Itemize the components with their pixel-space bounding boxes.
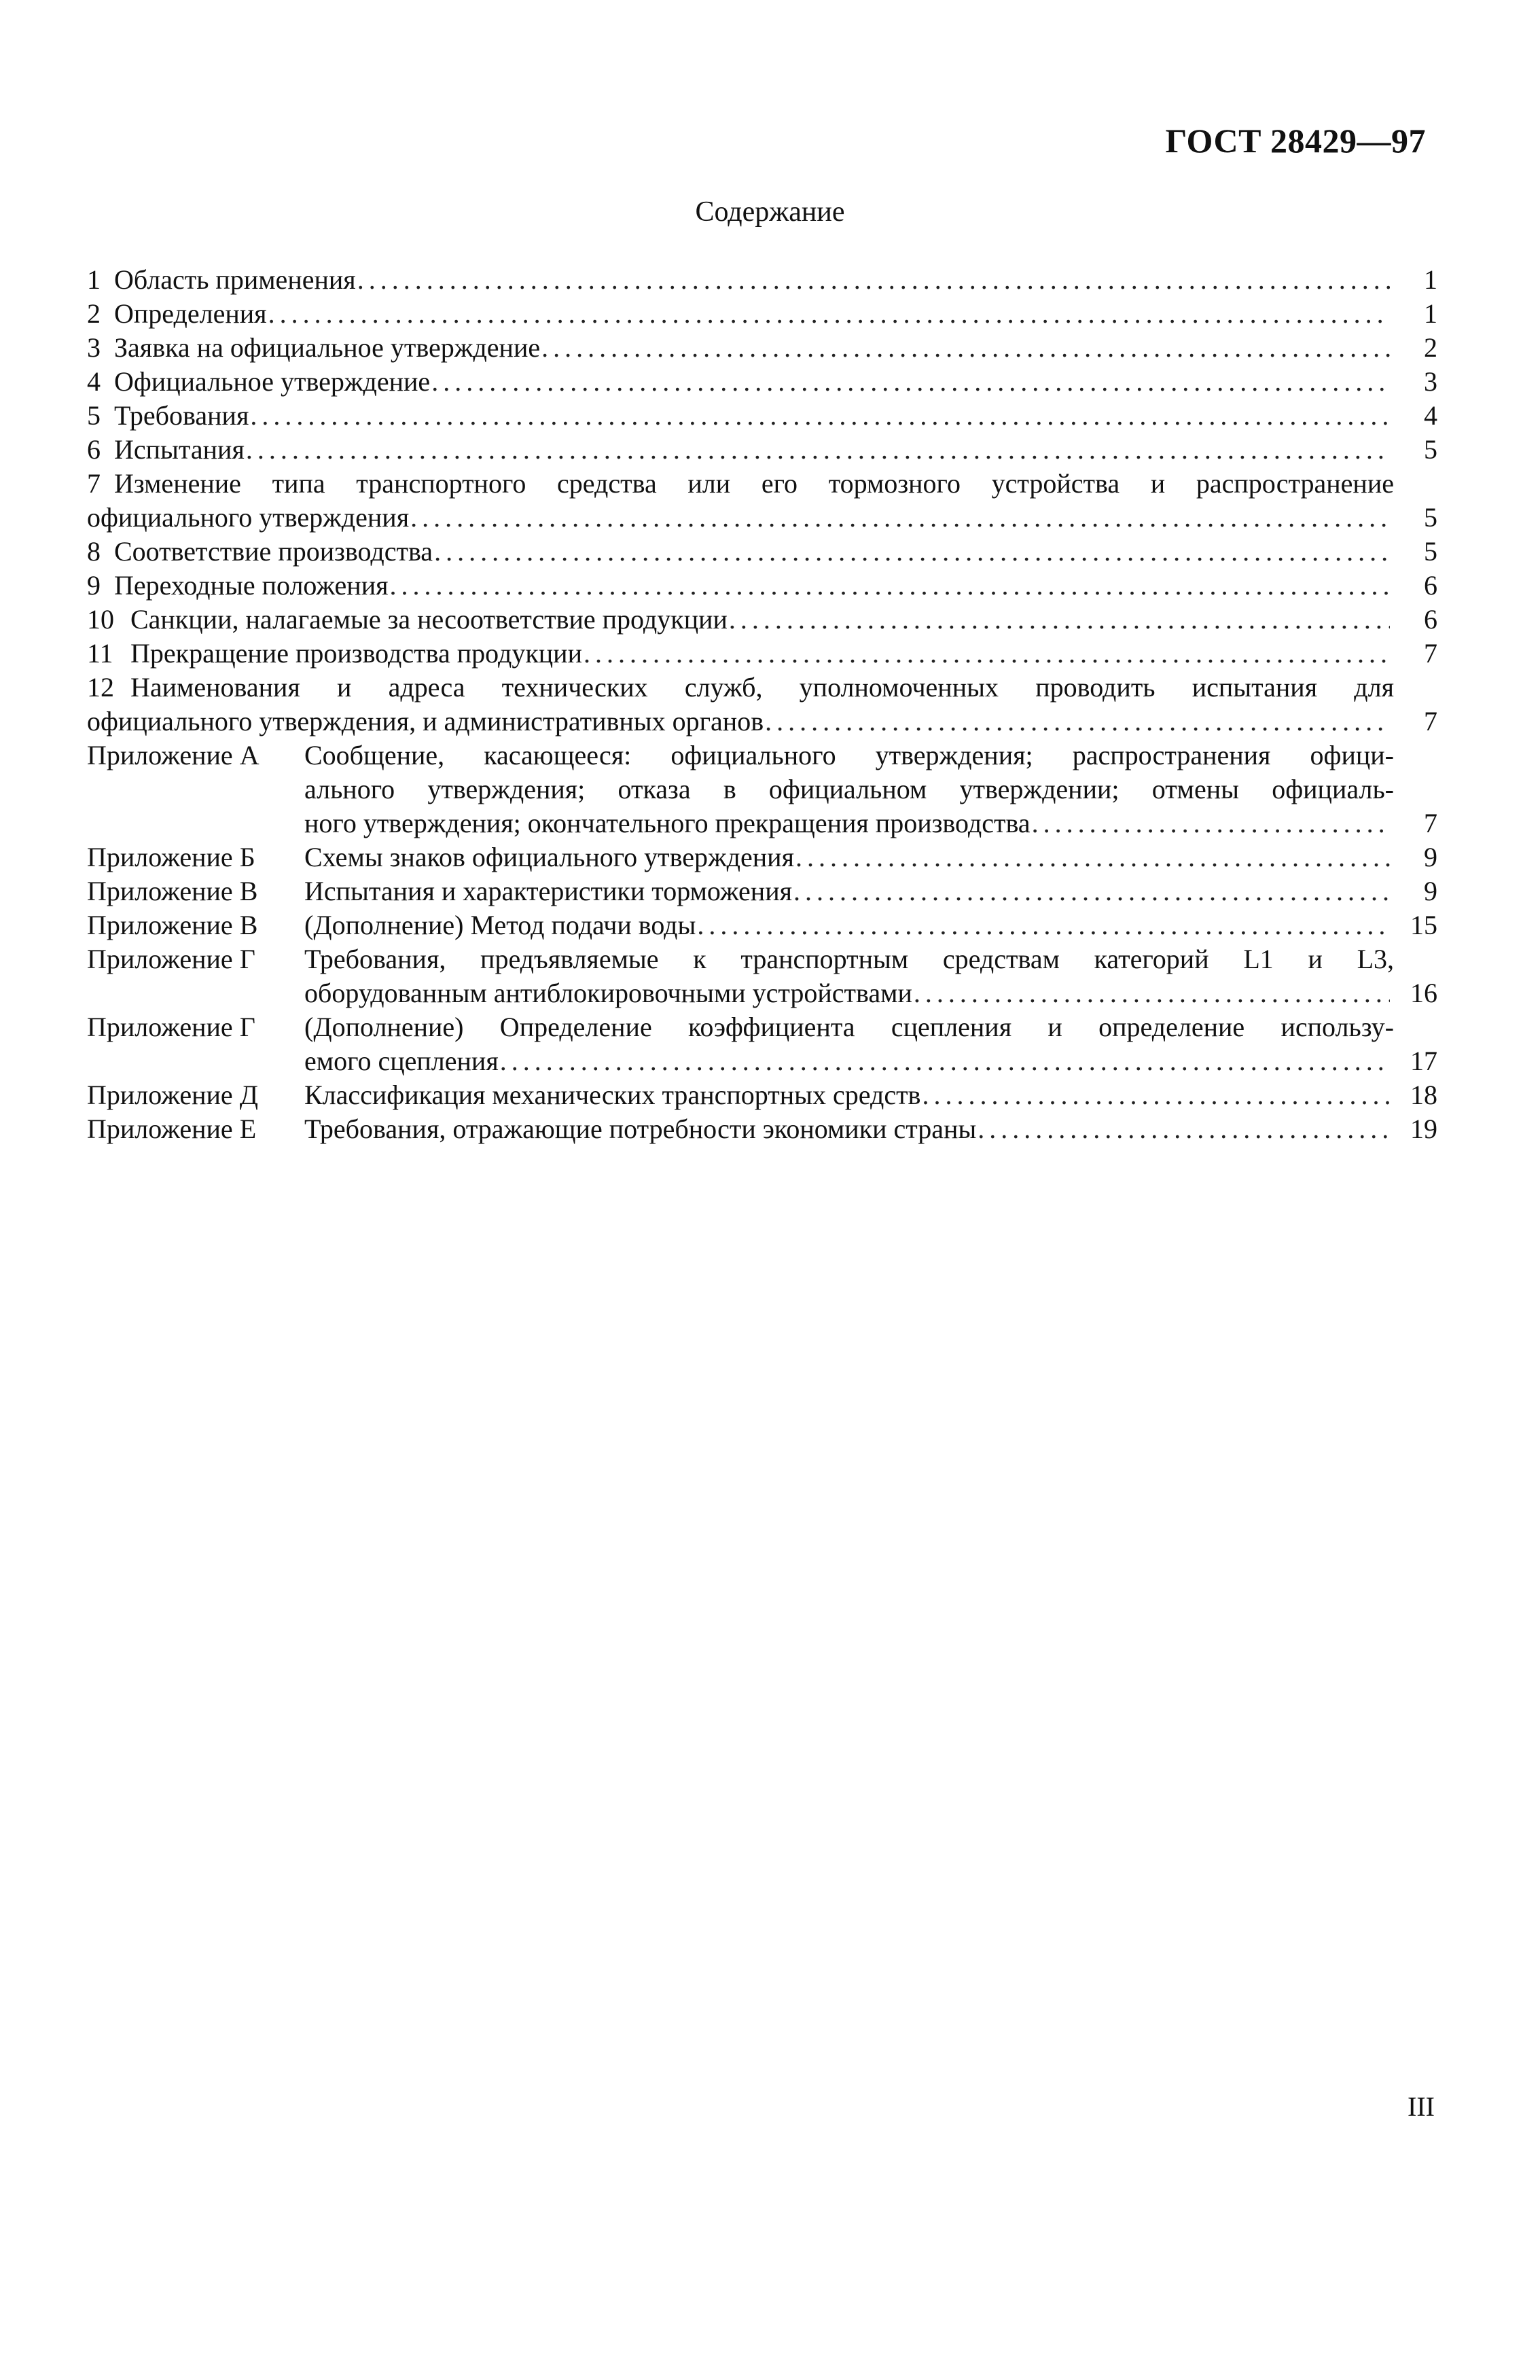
leader-dots: [431, 365, 1390, 399]
leader-dots: [541, 331, 1390, 365]
toc-entry-text: Наименования и адреса технических служб, уполномоченных проводить испытания для: [130, 672, 1394, 703]
toc-page-number: 17: [1410, 1046, 1437, 1076]
toc-section-entry[interactable]: [87, 297, 1437, 331]
leader-dots: [729, 603, 1390, 637]
toc-page-number: 6: [1424, 604, 1437, 635]
toc-section-number: 3: [87, 332, 101, 363]
toc-entry-text: Испытания: [114, 434, 245, 465]
toc-entry-text: Изменение типа транспортного средства или его тормозного устройства и распространение: [114, 468, 1394, 499]
toc-entry-text: официального утверждения, и административных органов: [87, 706, 764, 736]
toc-section-entry[interactable]: [87, 603, 1437, 637]
toc-section-number: 6: [87, 434, 101, 465]
leader-dots: [914, 976, 1390, 1010]
toc-page-number: 18: [1410, 1080, 1437, 1110]
toc-page-number: 1: [1424, 298, 1437, 329]
toc-section-number: 11: [87, 638, 113, 669]
toc-section-entry[interactable]: [87, 365, 1437, 399]
toc-section-entry[interactable]: [87, 399, 1437, 433]
toc-section-entry[interactable]: [87, 671, 1437, 739]
toc-page-number: 19: [1410, 1114, 1437, 1144]
toc-section-number: 1: [87, 264, 101, 295]
toc-entry-text: Требования, отражающие потребности экономики страны: [304, 1114, 977, 1144]
toc-appendix-entry[interactable]: [87, 942, 1437, 1010]
toc-page-number: 5: [1424, 502, 1437, 533]
appendix-label: Приложение Б: [87, 842, 255, 872]
appendix-label: Приложение В: [87, 876, 258, 906]
toc-section-entry[interactable]: [87, 331, 1437, 365]
toc-section-number: 5: [87, 400, 101, 431]
toc-entry-text: (Дополнение) Метод подачи воды: [304, 910, 696, 940]
toc-section-number: 9: [87, 570, 101, 601]
toc-page-number: 7: [1424, 706, 1437, 736]
leader-dots: [246, 433, 1390, 467]
toc-entry-text: Заявка на официальное утверждение: [114, 332, 541, 363]
toc-section-entry[interactable]: [87, 433, 1437, 467]
leader-dots: [434, 535, 1390, 569]
leader-dots: [765, 705, 1390, 739]
leader-dots: [268, 297, 1390, 331]
leader-dots: [500, 1044, 1390, 1078]
toc-section-number: 2: [87, 298, 101, 329]
toc-section-number: 12: [87, 672, 114, 703]
toc-appendix-entry[interactable]: [87, 874, 1437, 908]
appendix-label: Приложение А: [87, 740, 259, 770]
toc-page-number: 3: [1424, 366, 1437, 397]
toc-entry-text: Схемы знаков официального утверждения: [304, 842, 794, 872]
toc-entry-text: ального утверждения; отказа в официальном утверждении; отмены официаль-: [304, 774, 1394, 804]
toc-section-number: 8: [87, 536, 101, 567]
toc-page-number: 2: [1424, 332, 1437, 363]
table-of-contents: [87, 263, 1437, 1146]
toc-page-number: 9: [1424, 842, 1437, 872]
appendix-label: Приложение Е: [87, 1114, 257, 1144]
toc-entry-text: Прекращение производства продукции: [130, 638, 582, 669]
toc-entry-text: Классификация механических транспортных средств: [304, 1080, 921, 1110]
leader-dots: [357, 263, 1390, 297]
toc-page-number: 1: [1424, 264, 1437, 295]
toc-section-number: 7: [87, 468, 101, 499]
toc-appendix-entry[interactable]: [87, 1078, 1437, 1112]
toc-appendix-entry[interactable]: [87, 1112, 1437, 1146]
toc-page-number: 7: [1424, 808, 1437, 838]
toc-entry-text: ного утверждения; окончательного прекращения производства: [304, 808, 1031, 838]
leader-dots: [410, 501, 1390, 535]
toc-page-number: 4: [1424, 400, 1437, 431]
toc-page-number: 5: [1424, 434, 1437, 465]
appendix-label: Приложение Д: [87, 1080, 258, 1110]
toc-section-entry[interactable]: [87, 535, 1437, 569]
leader-dots: [978, 1112, 1390, 1146]
toc-title: Содержание: [695, 196, 845, 228]
toc-entry-text: (Дополнение) Определение коэффициента сцепления и определение использу-: [304, 1012, 1394, 1042]
toc-entry-text: емого сцепления: [304, 1046, 499, 1076]
toc-page-number: 6: [1424, 570, 1437, 601]
toc-page-number: 7: [1424, 638, 1437, 669]
toc-page-number: 16: [1410, 978, 1437, 1008]
appendix-label: Приложение Г: [87, 944, 255, 974]
appendix-label: Приложение Г: [87, 1012, 255, 1042]
leader-dots: [793, 874, 1390, 908]
leader-dots: [1032, 806, 1390, 840]
toc-section-number: 4: [87, 366, 101, 397]
toc-entry-text: Переходные положения: [114, 570, 389, 601]
leader-dots: [584, 637, 1390, 671]
toc-page-number: 9: [1424, 876, 1437, 906]
toc-entry-text: официального утверждения: [87, 502, 410, 533]
toc-entry-text: оборудованным антиблокировочными устройствами: [304, 978, 912, 1008]
toc-entry-text: Санкции, налагаемые за несоответствие продукции: [130, 604, 728, 635]
toc-appendix-entry[interactable]: [87, 1010, 1437, 1078]
toc-appendix-entry[interactable]: [87, 840, 1437, 874]
leader-dots: [250, 399, 1390, 433]
toc-entry-text: Определения: [114, 298, 267, 329]
leader-dots: [697, 908, 1390, 942]
leader-dots: [795, 840, 1390, 874]
toc-page-number: 5: [1424, 536, 1437, 567]
toc-entry-text: Требования: [114, 400, 249, 431]
leader-dots: [922, 1078, 1390, 1112]
toc-entry-text: Область применения: [114, 264, 356, 295]
toc-section-entry[interactable]: [87, 569, 1437, 603]
toc-entry-text: Испытания и характеристики торможения: [304, 876, 793, 906]
toc-section-number: 10: [87, 604, 114, 635]
toc-entry-text: Соответствие производства: [114, 536, 433, 567]
toc-entry-text: Сообщение, касающееся: официального утверждения; распространения офици-: [304, 740, 1394, 770]
toc-appendix-entry[interactable]: [87, 739, 1437, 840]
appendix-label: Приложение В: [87, 910, 258, 940]
toc-section-entry[interactable]: [87, 637, 1437, 671]
toc-page-number: 15: [1410, 910, 1437, 940]
toc-appendix-entry[interactable]: [87, 908, 1437, 942]
leader-dots: [390, 569, 1391, 603]
document-id-header: ГОСТ 28429—97: [1165, 122, 1426, 160]
page-number-footer: III: [1408, 2091, 1435, 2122]
toc-entry-text: Требования, предъявляемые к транспортным средствам категорий L1 и L3,: [304, 944, 1394, 974]
toc-entry-text: Официальное утверждение: [114, 366, 431, 397]
toc-section-entry[interactable]: [87, 263, 1437, 297]
toc-section-entry[interactable]: [87, 467, 1437, 535]
